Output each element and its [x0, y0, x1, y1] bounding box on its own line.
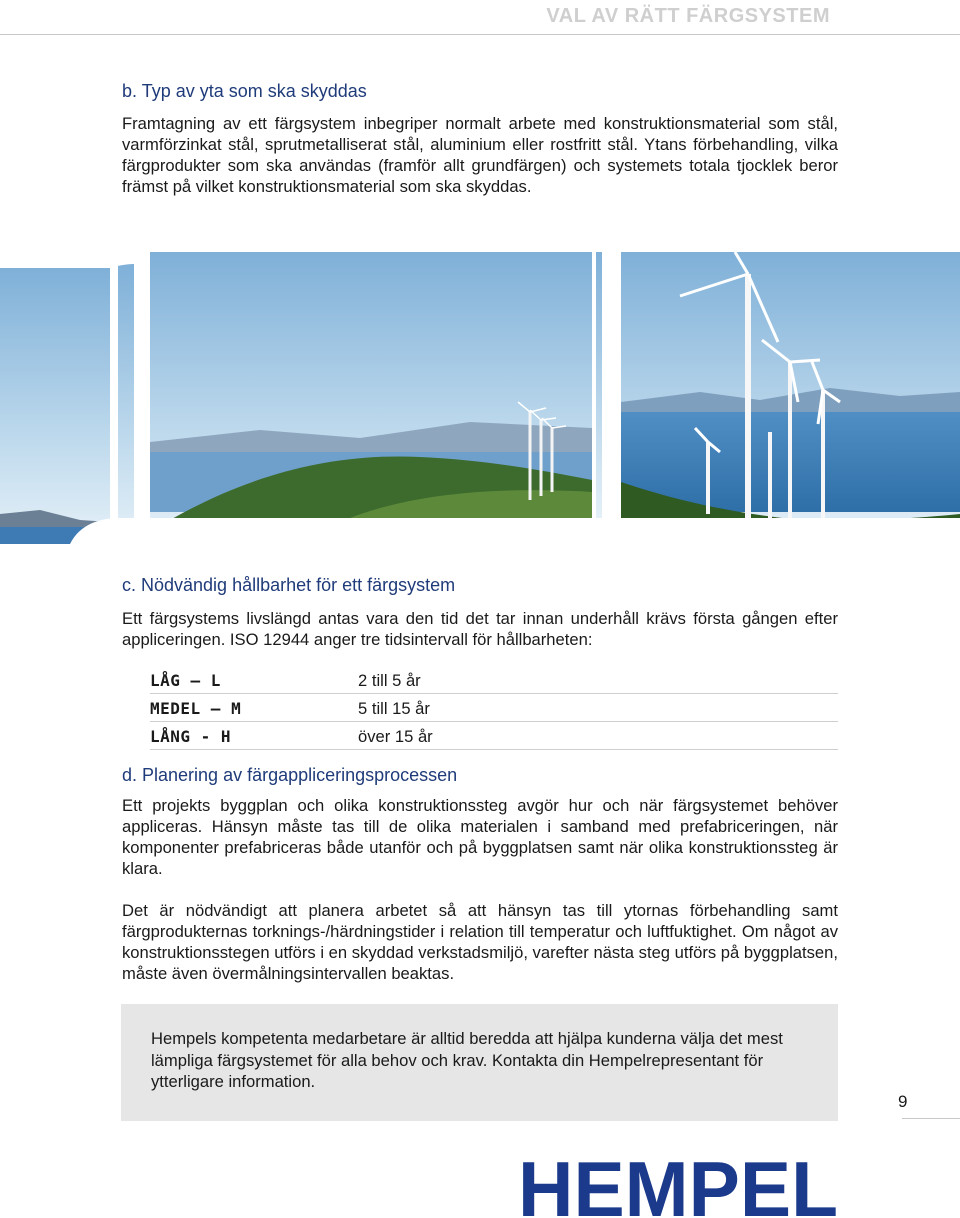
hempel-logo: [517, 1152, 839, 1218]
durability-class: LÅG – L: [150, 671, 221, 690]
photo-panel-right: [621, 252, 960, 544]
page-number: 9: [898, 1092, 908, 1111]
page-number-rule: [902, 1118, 960, 1119]
durability-class: MEDEL – M: [150, 699, 242, 718]
hempel-logo-text: HEMPEL: [518, 1152, 838, 1218]
header-rule: [0, 34, 960, 35]
durability-range: 2 till 5 år: [358, 671, 421, 690]
section-d-text-2: Det är nödvändigt att planera arbetet så att hänsyn tas till ytornas förbehandling samt färgprodukternas torknings-/härdningstider i relation till temperatur och luftfuktighet. Om något av konstruktionsstegen utförs i en skyddad verkstadsmiljö, varefter nästa steg utförs på byggplatsen, måste även övermålningsintervallen beaktas.: [122, 901, 838, 983]
section-b-text: Framtagning av ett färgsystem inbegriper normalt arbete med konstruktionsmaterial som stål, varmförzinkat stål, sprutmetalliserat stål, aluminium eller rostfritt stål. Ytans förbehandling, vilka färgprodukter som ska användas (framför allt grundfärgen) och systemets totala tjocklek beror främst på vilket konstruktionsmaterial som ska skyddas.: [122, 114, 838, 196]
section-d-heading: d. Planering av färgappliceringsprocessen: [122, 765, 458, 785]
wind-turbine-photo-strip: [0, 252, 960, 544]
durability-table: [150, 666, 838, 750]
photo-panel-left: [0, 268, 110, 544]
section-b-heading: b. Typ av yta som ska skyddas: [122, 81, 367, 101]
durability-class: LÅNG - H: [150, 727, 232, 746]
section-c-text: Ett färgsystems livslängd antas vara den tid det tar innan underhåll krävs första gången efter appliceringen. ISO 12944 anger tre tidsintervall för hållbarheten:: [122, 609, 838, 649]
table-row: [150, 694, 838, 722]
section-d-paragraph-2: [122, 900, 838, 984]
running-header: VAL AV RÄTT FÄRGSYSTEM: [546, 5, 830, 27]
section-d-text-1: Ett projekts byggplan och olika konstruktionssteg avgör hur och när färgsystemet behöver appliceras. Hänsyn måste tas till de olika materialen i samband med prefabriceringen, när komponenter prefabriceras både utanför och på byggplatsen samt när olika konstruktionssteg är klara.: [122, 796, 838, 878]
section-c-paragraph: [122, 608, 838, 650]
table-row: [150, 722, 838, 750]
section-d-paragraph-1: [122, 795, 838, 879]
table-row: [150, 666, 838, 694]
photo-panel-middle: [118, 252, 592, 544]
durability-range: 5 till 15 år: [358, 699, 430, 718]
section-b-paragraph: [122, 113, 838, 197]
section-c-heading: c. Nödvändig hållbarhet för ett färgsystem: [122, 575, 456, 595]
durability-range: över 15 år: [358, 727, 433, 746]
callout-text: Hempels kompetenta medarbetare är alltid beredda att hjälpa kunderna välja det mest lämpliga färgsystemet för alla behov och krav. Kontakta din Hempelrepresentant för ytterligare information.: [151, 1029, 783, 1091]
